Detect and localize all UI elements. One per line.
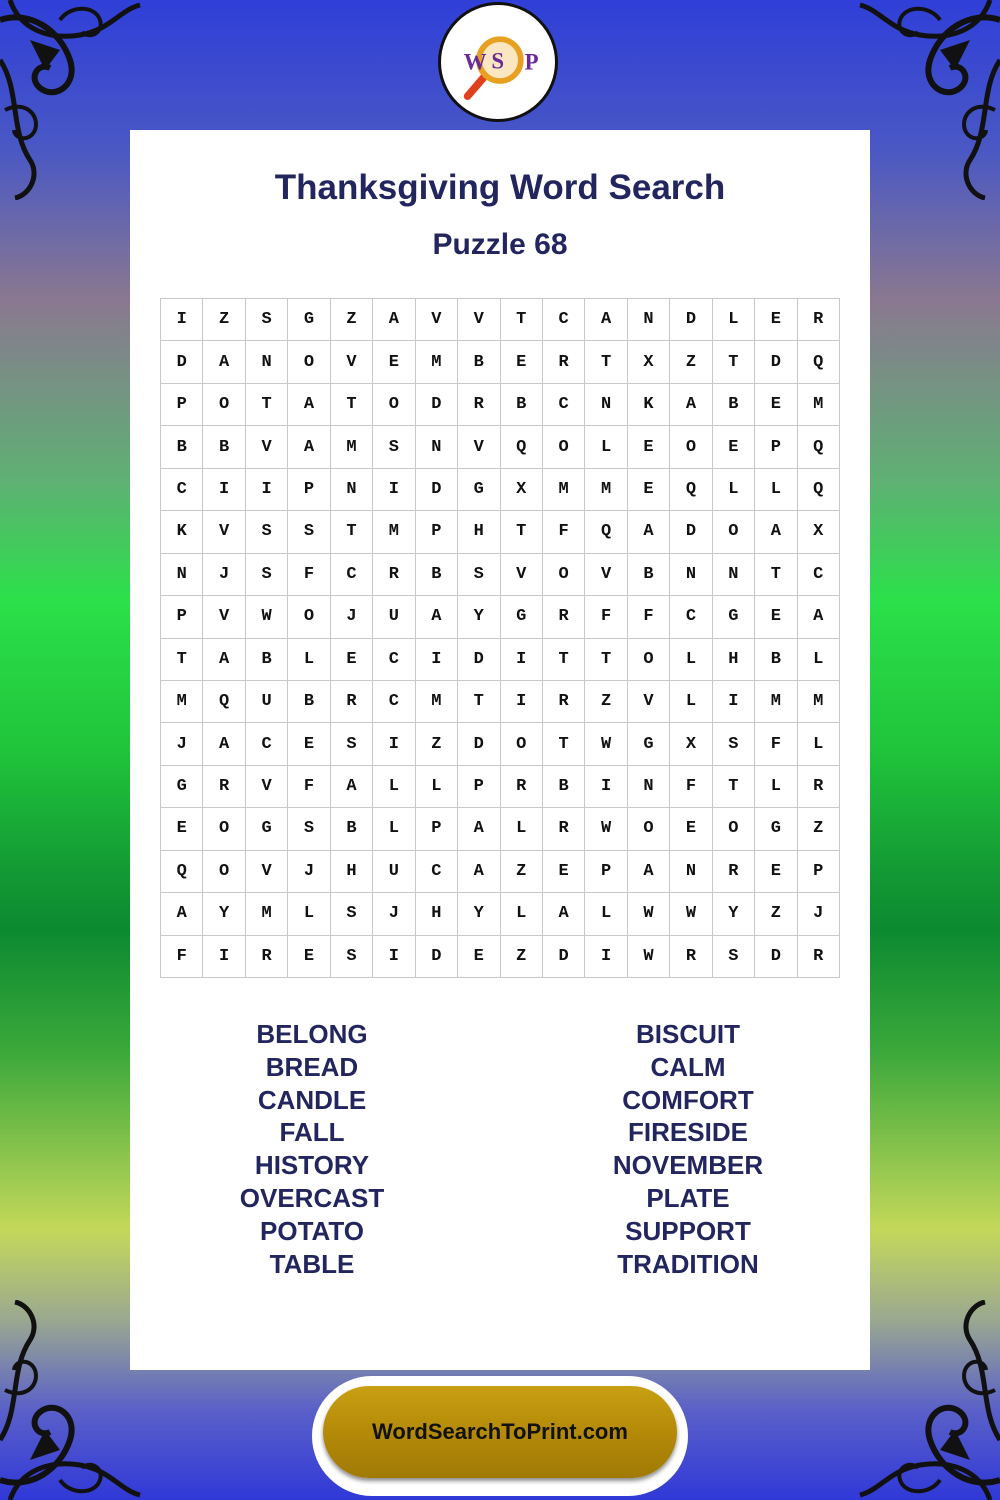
page-title: Thanksgiving Word Search bbox=[274, 168, 726, 207]
grid-cell[interactable]: D bbox=[755, 341, 797, 383]
grid-cell[interactable]: N bbox=[331, 469, 373, 511]
grid-cell[interactable]: S bbox=[373, 426, 415, 468]
grid-cell[interactable]: B bbox=[628, 554, 670, 596]
grid-cell[interactable]: L bbox=[373, 808, 415, 850]
flourish-icon bbox=[0, 1300, 150, 1500]
grid-cell[interactable]: A bbox=[755, 511, 797, 553]
grid-cell[interactable]: O bbox=[543, 554, 585, 596]
word-item: CALM bbox=[650, 1051, 726, 1082]
grid-cell[interactable]: R bbox=[203, 766, 245, 808]
grid-cell[interactable]: Q bbox=[798, 426, 840, 468]
grid-cell[interactable]: I bbox=[203, 936, 245, 978]
grid-cell[interactable]: M bbox=[416, 341, 458, 383]
grid-cell[interactable]: W bbox=[628, 893, 670, 935]
grid-cell[interactable]: L bbox=[798, 723, 840, 765]
grid-cell[interactable]: T bbox=[585, 341, 627, 383]
grid-cell[interactable]: E bbox=[501, 341, 543, 383]
grid-cell[interactable]: O bbox=[628, 639, 670, 681]
grid-cell[interactable]: D bbox=[416, 936, 458, 978]
grid-cell[interactable]: M bbox=[798, 384, 840, 426]
grid-cell[interactable]: N bbox=[416, 426, 458, 468]
word-item: OVERCAST bbox=[239, 1182, 385, 1213]
grid-cell[interactable]: P bbox=[161, 384, 203, 426]
grid-cell[interactable]: O bbox=[203, 384, 245, 426]
grid-cell[interactable]: Q bbox=[798, 341, 840, 383]
grid-cell[interactable]: G bbox=[628, 723, 670, 765]
grid-cell[interactable]: M bbox=[798, 681, 840, 723]
grid-cell[interactable]: M bbox=[543, 469, 585, 511]
grid-cell[interactable]: J bbox=[288, 851, 330, 893]
grid-cell[interactable]: O bbox=[501, 723, 543, 765]
word-list-left bbox=[162, 1018, 462, 1280]
grid-cell[interactable]: D bbox=[755, 936, 797, 978]
grid-cell[interactable]: U bbox=[373, 851, 415, 893]
grid-cell[interactable]: B bbox=[501, 384, 543, 426]
grid-cell[interactable]: B bbox=[288, 681, 330, 723]
grid-cell[interactable]: O bbox=[288, 341, 330, 383]
grid-cell[interactable]: W bbox=[585, 808, 627, 850]
grid-cell[interactable]: E bbox=[288, 936, 330, 978]
grid-cell[interactable]: S bbox=[288, 511, 330, 553]
grid-cell[interactable]: Z bbox=[501, 936, 543, 978]
grid-cell[interactable]: O bbox=[373, 384, 415, 426]
grid-cell[interactable]: D bbox=[670, 299, 712, 341]
grid-cell[interactable]: O bbox=[203, 808, 245, 850]
grid-cell[interactable]: S bbox=[246, 299, 288, 341]
grid-cell[interactable]: C bbox=[416, 851, 458, 893]
grid-cell[interactable]: E bbox=[670, 808, 712, 850]
grid-cell[interactable]: P bbox=[458, 766, 500, 808]
grid-cell[interactable]: N bbox=[585, 384, 627, 426]
grid-cell[interactable]: M bbox=[416, 681, 458, 723]
grid-cell[interactable]: T bbox=[501, 511, 543, 553]
grid-cell[interactable]: Z bbox=[501, 851, 543, 893]
magnifier-logo-icon bbox=[441, 5, 555, 119]
word-item: BISCUIT bbox=[636, 1019, 740, 1049]
grid-cell[interactable]: R bbox=[458, 384, 500, 426]
grid-cell[interactable]: R bbox=[798, 766, 840, 808]
grid-cell[interactable]: T bbox=[543, 723, 585, 765]
grid-cell[interactable]: R bbox=[543, 341, 585, 383]
grid-cell[interactable]: T bbox=[755, 554, 797, 596]
word-item: CANDLE bbox=[257, 1084, 367, 1115]
grid-cell[interactable]: C bbox=[373, 681, 415, 723]
grid-cell[interactable]: L bbox=[670, 681, 712, 723]
grid-cell[interactable]: T bbox=[713, 341, 755, 383]
grid-cell[interactable]: R bbox=[670, 936, 712, 978]
grid-cell[interactable]: L bbox=[798, 639, 840, 681]
grid-cell[interactable]: M bbox=[246, 893, 288, 935]
grid-cell[interactable]: W bbox=[670, 893, 712, 935]
grid-cell[interactable]: O bbox=[628, 808, 670, 850]
grid-cell[interactable]: P bbox=[585, 851, 627, 893]
grid-cell[interactable]: L bbox=[501, 808, 543, 850]
grid-cell[interactable]: L bbox=[670, 639, 712, 681]
grid-cell[interactable]: L bbox=[585, 426, 627, 468]
grid-cell[interactable]: L bbox=[713, 299, 755, 341]
website-link-text: WordSearchToPrint.com bbox=[372, 1419, 628, 1444]
grid-cell[interactable]: N bbox=[628, 766, 670, 808]
grid-cell[interactable]: P bbox=[416, 511, 458, 553]
grid-cell[interactable]: E bbox=[755, 384, 797, 426]
grid-cell[interactable]: S bbox=[246, 554, 288, 596]
grid-cell[interactable]: B bbox=[713, 384, 755, 426]
word-item: PLATE bbox=[646, 1182, 730, 1213]
grid-cell[interactable]: N bbox=[628, 299, 670, 341]
grid-cell[interactable]: E bbox=[373, 341, 415, 383]
grid-cell[interactable]: A bbox=[288, 426, 330, 468]
grid-cell[interactable]: V bbox=[585, 554, 627, 596]
grid-cell[interactable]: Q bbox=[501, 426, 543, 468]
grid-cell[interactable]: O bbox=[670, 426, 712, 468]
grid-cell[interactable]: A bbox=[203, 341, 245, 383]
grid-cell[interactable]: B bbox=[203, 426, 245, 468]
grid-cell[interactable]: M bbox=[331, 426, 373, 468]
grid-cell[interactable]: T bbox=[501, 299, 543, 341]
grid-cell[interactable]: D bbox=[416, 384, 458, 426]
grid-cell[interactable]: N bbox=[161, 554, 203, 596]
grid-cell[interactable]: D bbox=[543, 936, 585, 978]
grid-cell[interactable]: T bbox=[713, 766, 755, 808]
grid-cell[interactable]: V bbox=[416, 299, 458, 341]
grid-cell[interactable]: Q bbox=[670, 469, 712, 511]
grid-cell[interactable]: S bbox=[713, 723, 755, 765]
grid-cell[interactable]: X bbox=[798, 511, 840, 553]
grid-cell[interactable]: F bbox=[585, 596, 627, 638]
grid-cell[interactable]: N bbox=[246, 341, 288, 383]
grid-cell[interactable]: V bbox=[458, 299, 500, 341]
grid-cell[interactable]: I bbox=[373, 723, 415, 765]
grid-cell[interactable]: I bbox=[203, 469, 245, 511]
grid-cell[interactable]: R bbox=[373, 554, 415, 596]
grid-cell[interactable]: C bbox=[798, 554, 840, 596]
grid-cell[interactable]: Q bbox=[798, 469, 840, 511]
grid-cell[interactable]: T bbox=[246, 384, 288, 426]
grid-cell[interactable]: F bbox=[288, 554, 330, 596]
grid-cell[interactable]: E bbox=[755, 851, 797, 893]
grid-cell[interactable]: E bbox=[755, 299, 797, 341]
grid-cell[interactable]: R bbox=[501, 766, 543, 808]
grid-cell[interactable]: V bbox=[628, 681, 670, 723]
grid-cell[interactable]: M bbox=[373, 511, 415, 553]
grid-cell[interactable]: L bbox=[755, 766, 797, 808]
flourish-icon bbox=[0, 0, 150, 200]
grid-cell[interactable]: G bbox=[458, 469, 500, 511]
word-item: TRADITION bbox=[617, 1248, 759, 1279]
corner-flourish-bottom-left bbox=[0, 1300, 150, 1500]
word-item: SUPPORT bbox=[625, 1215, 751, 1246]
grid-cell[interactable]: G bbox=[288, 299, 330, 341]
grid-cell[interactable]: Z bbox=[416, 723, 458, 765]
word-list-right bbox=[538, 1018, 838, 1280]
grid-cell[interactable]: B bbox=[755, 639, 797, 681]
grid-cell[interactable]: E bbox=[458, 936, 500, 978]
grid-cell[interactable]: V bbox=[246, 426, 288, 468]
grid-cell[interactable]: R bbox=[798, 936, 840, 978]
grid-cell[interactable]: A bbox=[670, 384, 712, 426]
flourish-icon bbox=[850, 0, 1000, 200]
grid-cell[interactable]: V bbox=[246, 766, 288, 808]
grid-cell[interactable]: W bbox=[246, 596, 288, 638]
grid-cell[interactable]: V bbox=[203, 511, 245, 553]
grid-cell[interactable]: M bbox=[755, 681, 797, 723]
logo-letter-w: W bbox=[463, 49, 487, 75]
grid-cell[interactable]: R bbox=[543, 808, 585, 850]
grid-cell[interactable]: J bbox=[203, 554, 245, 596]
grid-cell[interactable]: V bbox=[458, 426, 500, 468]
corner-flourish-top-right bbox=[850, 0, 1000, 200]
grid-cell[interactable]: F bbox=[288, 766, 330, 808]
wsp-logo[interactable] bbox=[438, 2, 558, 122]
word-item: BELONG bbox=[256, 1019, 368, 1049]
grid-cell[interactable]: S bbox=[246, 511, 288, 553]
grid-cell[interactable]: F bbox=[670, 766, 712, 808]
word-item: BREAD bbox=[265, 1051, 359, 1082]
grid-cell[interactable]: F bbox=[628, 596, 670, 638]
grid-cell[interactable]: C bbox=[670, 596, 712, 638]
grid-cell[interactable]: L bbox=[585, 893, 627, 935]
website-link-button[interactable] bbox=[323, 1386, 677, 1478]
grid-cell[interactable]: E bbox=[628, 469, 670, 511]
grid-cell[interactable]: F bbox=[161, 936, 203, 978]
grid-cell[interactable]: O bbox=[288, 596, 330, 638]
grid-cell[interactable]: A bbox=[458, 851, 500, 893]
grid-cell[interactable]: R bbox=[798, 299, 840, 341]
grid-cell[interactable]: R bbox=[543, 681, 585, 723]
grid-cell[interactable]: A bbox=[585, 299, 627, 341]
grid-cell[interactable]: G bbox=[161, 766, 203, 808]
grid-cell[interactable]: L bbox=[288, 893, 330, 935]
grid-cell[interactable]: N bbox=[670, 851, 712, 893]
grid-cell[interactable]: Q bbox=[203, 681, 245, 723]
grid-cell[interactable]: O bbox=[713, 808, 755, 850]
grid-cell[interactable]: P bbox=[288, 469, 330, 511]
corner-flourish-top-left bbox=[0, 0, 150, 200]
grid-cell[interactable]: A bbox=[416, 596, 458, 638]
grid-cell[interactable]: R bbox=[331, 681, 373, 723]
grid-cell[interactable]: R bbox=[543, 596, 585, 638]
grid-cell[interactable]: L bbox=[501, 893, 543, 935]
grid-cell[interactable]: C bbox=[161, 469, 203, 511]
grid-cell[interactable]: C bbox=[331, 554, 373, 596]
grid-cell[interactable]: I bbox=[373, 936, 415, 978]
grid-cell[interactable]: Y bbox=[203, 893, 245, 935]
grid-cell[interactable]: T bbox=[543, 639, 585, 681]
grid-cell[interactable]: S bbox=[331, 936, 373, 978]
grid-cell[interactable]: A bbox=[203, 723, 245, 765]
grid-cell[interactable]: I bbox=[585, 766, 627, 808]
grid-cell[interactable]: P bbox=[755, 426, 797, 468]
grid-cell[interactable]: C bbox=[246, 723, 288, 765]
corner-flourish-bottom-right bbox=[850, 1300, 1000, 1500]
grid-cell[interactable]: I bbox=[373, 469, 415, 511]
grid-cell[interactable]: V bbox=[331, 341, 373, 383]
grid-cell[interactable]: J bbox=[331, 596, 373, 638]
grid-cell[interactable]: H bbox=[416, 893, 458, 935]
puzzle-number: Puzzle 68 bbox=[432, 228, 568, 261]
grid-cell[interactable]: W bbox=[585, 723, 627, 765]
grid-cell[interactable]: B bbox=[246, 639, 288, 681]
grid-cell[interactable]: L bbox=[288, 639, 330, 681]
grid-cell[interactable]: D bbox=[458, 723, 500, 765]
grid-cell[interactable]: G bbox=[755, 808, 797, 850]
grid-cell[interactable]: I bbox=[501, 681, 543, 723]
grid-cell[interactable]: I bbox=[585, 936, 627, 978]
grid-cell[interactable]: A bbox=[543, 893, 585, 935]
grid-cell[interactable]: A bbox=[798, 596, 840, 638]
grid-cell[interactable]: T bbox=[585, 639, 627, 681]
logo-letter-p: P bbox=[524, 49, 539, 75]
grid-cell[interactable]: Q bbox=[585, 511, 627, 553]
grid-cell[interactable]: A bbox=[331, 766, 373, 808]
grid-cell[interactable]: Z bbox=[203, 299, 245, 341]
grid-cell[interactable]: S bbox=[458, 554, 500, 596]
word-item: TABLE bbox=[269, 1248, 355, 1279]
grid-cell[interactable]: I bbox=[246, 469, 288, 511]
grid-cell[interactable]: I bbox=[416, 639, 458, 681]
flourish-icon bbox=[850, 1300, 1000, 1500]
grid-cell[interactable]: T bbox=[331, 511, 373, 553]
grid-cell[interactable]: A bbox=[161, 893, 203, 935]
grid-cell[interactable]: Z bbox=[585, 681, 627, 723]
grid-cell[interactable]: E bbox=[543, 851, 585, 893]
word-item: FIRESIDE bbox=[628, 1117, 748, 1148]
grid-cell[interactable]: L bbox=[713, 469, 755, 511]
grid-cell[interactable]: Z bbox=[670, 341, 712, 383]
grid-cell[interactable]: B bbox=[543, 766, 585, 808]
grid-cell[interactable]: U bbox=[373, 596, 415, 638]
grid-cell[interactable]: H bbox=[331, 851, 373, 893]
grid-cell[interactable]: L bbox=[373, 766, 415, 808]
grid-cell[interactable]: D bbox=[161, 341, 203, 383]
grid-cell[interactable]: H bbox=[458, 511, 500, 553]
grid-cell[interactable]: Q bbox=[161, 851, 203, 893]
grid-cell[interactable]: A bbox=[373, 299, 415, 341]
grid-cell[interactable]: V bbox=[501, 554, 543, 596]
grid-cell[interactable]: N bbox=[670, 554, 712, 596]
word-item: NOVEMBER bbox=[612, 1150, 764, 1181]
grid-cell[interactable]: X bbox=[501, 469, 543, 511]
grid-cell[interactable]: O bbox=[713, 511, 755, 553]
word-item: COMFORT bbox=[622, 1084, 754, 1115]
grid-cell[interactable]: Y bbox=[458, 893, 500, 935]
grid-cell[interactable]: K bbox=[161, 511, 203, 553]
grid-cell[interactable]: L bbox=[416, 766, 458, 808]
grid-cell[interactable]: V bbox=[246, 851, 288, 893]
grid-cell[interactable]: B bbox=[161, 426, 203, 468]
grid-cell[interactable]: K bbox=[628, 384, 670, 426]
word-item: POTATO bbox=[260, 1215, 364, 1246]
grid-cell[interactable]: J bbox=[373, 893, 415, 935]
grid-cell[interactable]: C bbox=[373, 639, 415, 681]
grid-cell[interactable]: A bbox=[628, 511, 670, 553]
puzzle-card bbox=[130, 130, 870, 1370]
grid-cell[interactable]: E bbox=[288, 723, 330, 765]
grid-cell[interactable]: T bbox=[458, 681, 500, 723]
grid-cell[interactable]: P bbox=[416, 808, 458, 850]
grid-cell[interactable]: C bbox=[543, 299, 585, 341]
grid-cell[interactable]: W bbox=[628, 936, 670, 978]
grid-cell[interactable]: M bbox=[161, 681, 203, 723]
grid-cell[interactable]: T bbox=[331, 384, 373, 426]
grid-cell[interactable]: F bbox=[755, 723, 797, 765]
grid-cell[interactable]: Z bbox=[798, 808, 840, 850]
grid-cell[interactable]: X bbox=[670, 723, 712, 765]
grid-cell[interactable]: B bbox=[331, 808, 373, 850]
grid-cell[interactable]: P bbox=[161, 596, 203, 638]
grid-cell[interactable]: X bbox=[628, 341, 670, 383]
grid-cell[interactable]: I bbox=[713, 681, 755, 723]
grid-cell[interactable]: D bbox=[670, 511, 712, 553]
grid-cell[interactable]: I bbox=[501, 639, 543, 681]
grid-cell[interactable]: Z bbox=[755, 893, 797, 935]
grid-cell[interactable]: S bbox=[713, 936, 755, 978]
grid-cell[interactable]: P bbox=[798, 851, 840, 893]
grid-cell[interactable]: A bbox=[458, 808, 500, 850]
grid-cell[interactable]: Y bbox=[458, 596, 500, 638]
grid-cell[interactable]: S bbox=[331, 893, 373, 935]
grid-cell[interactable]: A bbox=[288, 384, 330, 426]
grid-cell[interactable]: J bbox=[161, 723, 203, 765]
grid-cell[interactable]: I bbox=[161, 299, 203, 341]
grid-cell[interactable]: H bbox=[713, 639, 755, 681]
grid-cell[interactable]: O bbox=[203, 851, 245, 893]
grid-cell[interactable]: D bbox=[458, 639, 500, 681]
grid-cell[interactable]: A bbox=[203, 639, 245, 681]
grid-cell[interactable]: G bbox=[713, 596, 755, 638]
grid-cell[interactable]: J bbox=[798, 893, 840, 935]
grid-cell[interactable]: E bbox=[713, 426, 755, 468]
grid-cell[interactable]: R bbox=[713, 851, 755, 893]
grid-cell[interactable]: G bbox=[501, 596, 543, 638]
grid-cell[interactable]: E bbox=[628, 426, 670, 468]
grid-cell[interactable]: U bbox=[246, 681, 288, 723]
grid-cell[interactable]: N bbox=[713, 554, 755, 596]
grid-cell[interactable]: Y bbox=[713, 893, 755, 935]
grid-cell[interactable]: D bbox=[416, 469, 458, 511]
word-item: FALL bbox=[279, 1117, 345, 1148]
grid-cell[interactable]: E bbox=[161, 808, 203, 850]
grid-cell[interactable]: L bbox=[755, 469, 797, 511]
grid-cell[interactable]: E bbox=[331, 639, 373, 681]
grid-cell[interactable]: S bbox=[331, 723, 373, 765]
grid-cell[interactable]: M bbox=[585, 469, 627, 511]
grid-cell[interactable]: Z bbox=[331, 299, 373, 341]
grid-cell[interactable]: B bbox=[458, 341, 500, 383]
grid-cell[interactable]: V bbox=[203, 596, 245, 638]
grid-cell[interactable]: G bbox=[246, 808, 288, 850]
grid-cell[interactable]: O bbox=[543, 426, 585, 468]
grid-cell[interactable]: B bbox=[416, 554, 458, 596]
grid-cell[interactable]: E bbox=[755, 596, 797, 638]
word-item: HISTORY bbox=[254, 1150, 370, 1181]
letter-grid bbox=[160, 298, 840, 978]
grid-cell[interactable]: S bbox=[288, 808, 330, 850]
grid-cell[interactable]: R bbox=[246, 936, 288, 978]
grid-cell[interactable]: F bbox=[543, 511, 585, 553]
logo-letter-s: S bbox=[491, 48, 505, 74]
grid-cell[interactable]: A bbox=[628, 851, 670, 893]
grid-cell[interactable]: T bbox=[161, 639, 203, 681]
grid-cell[interactable]: C bbox=[543, 384, 585, 426]
